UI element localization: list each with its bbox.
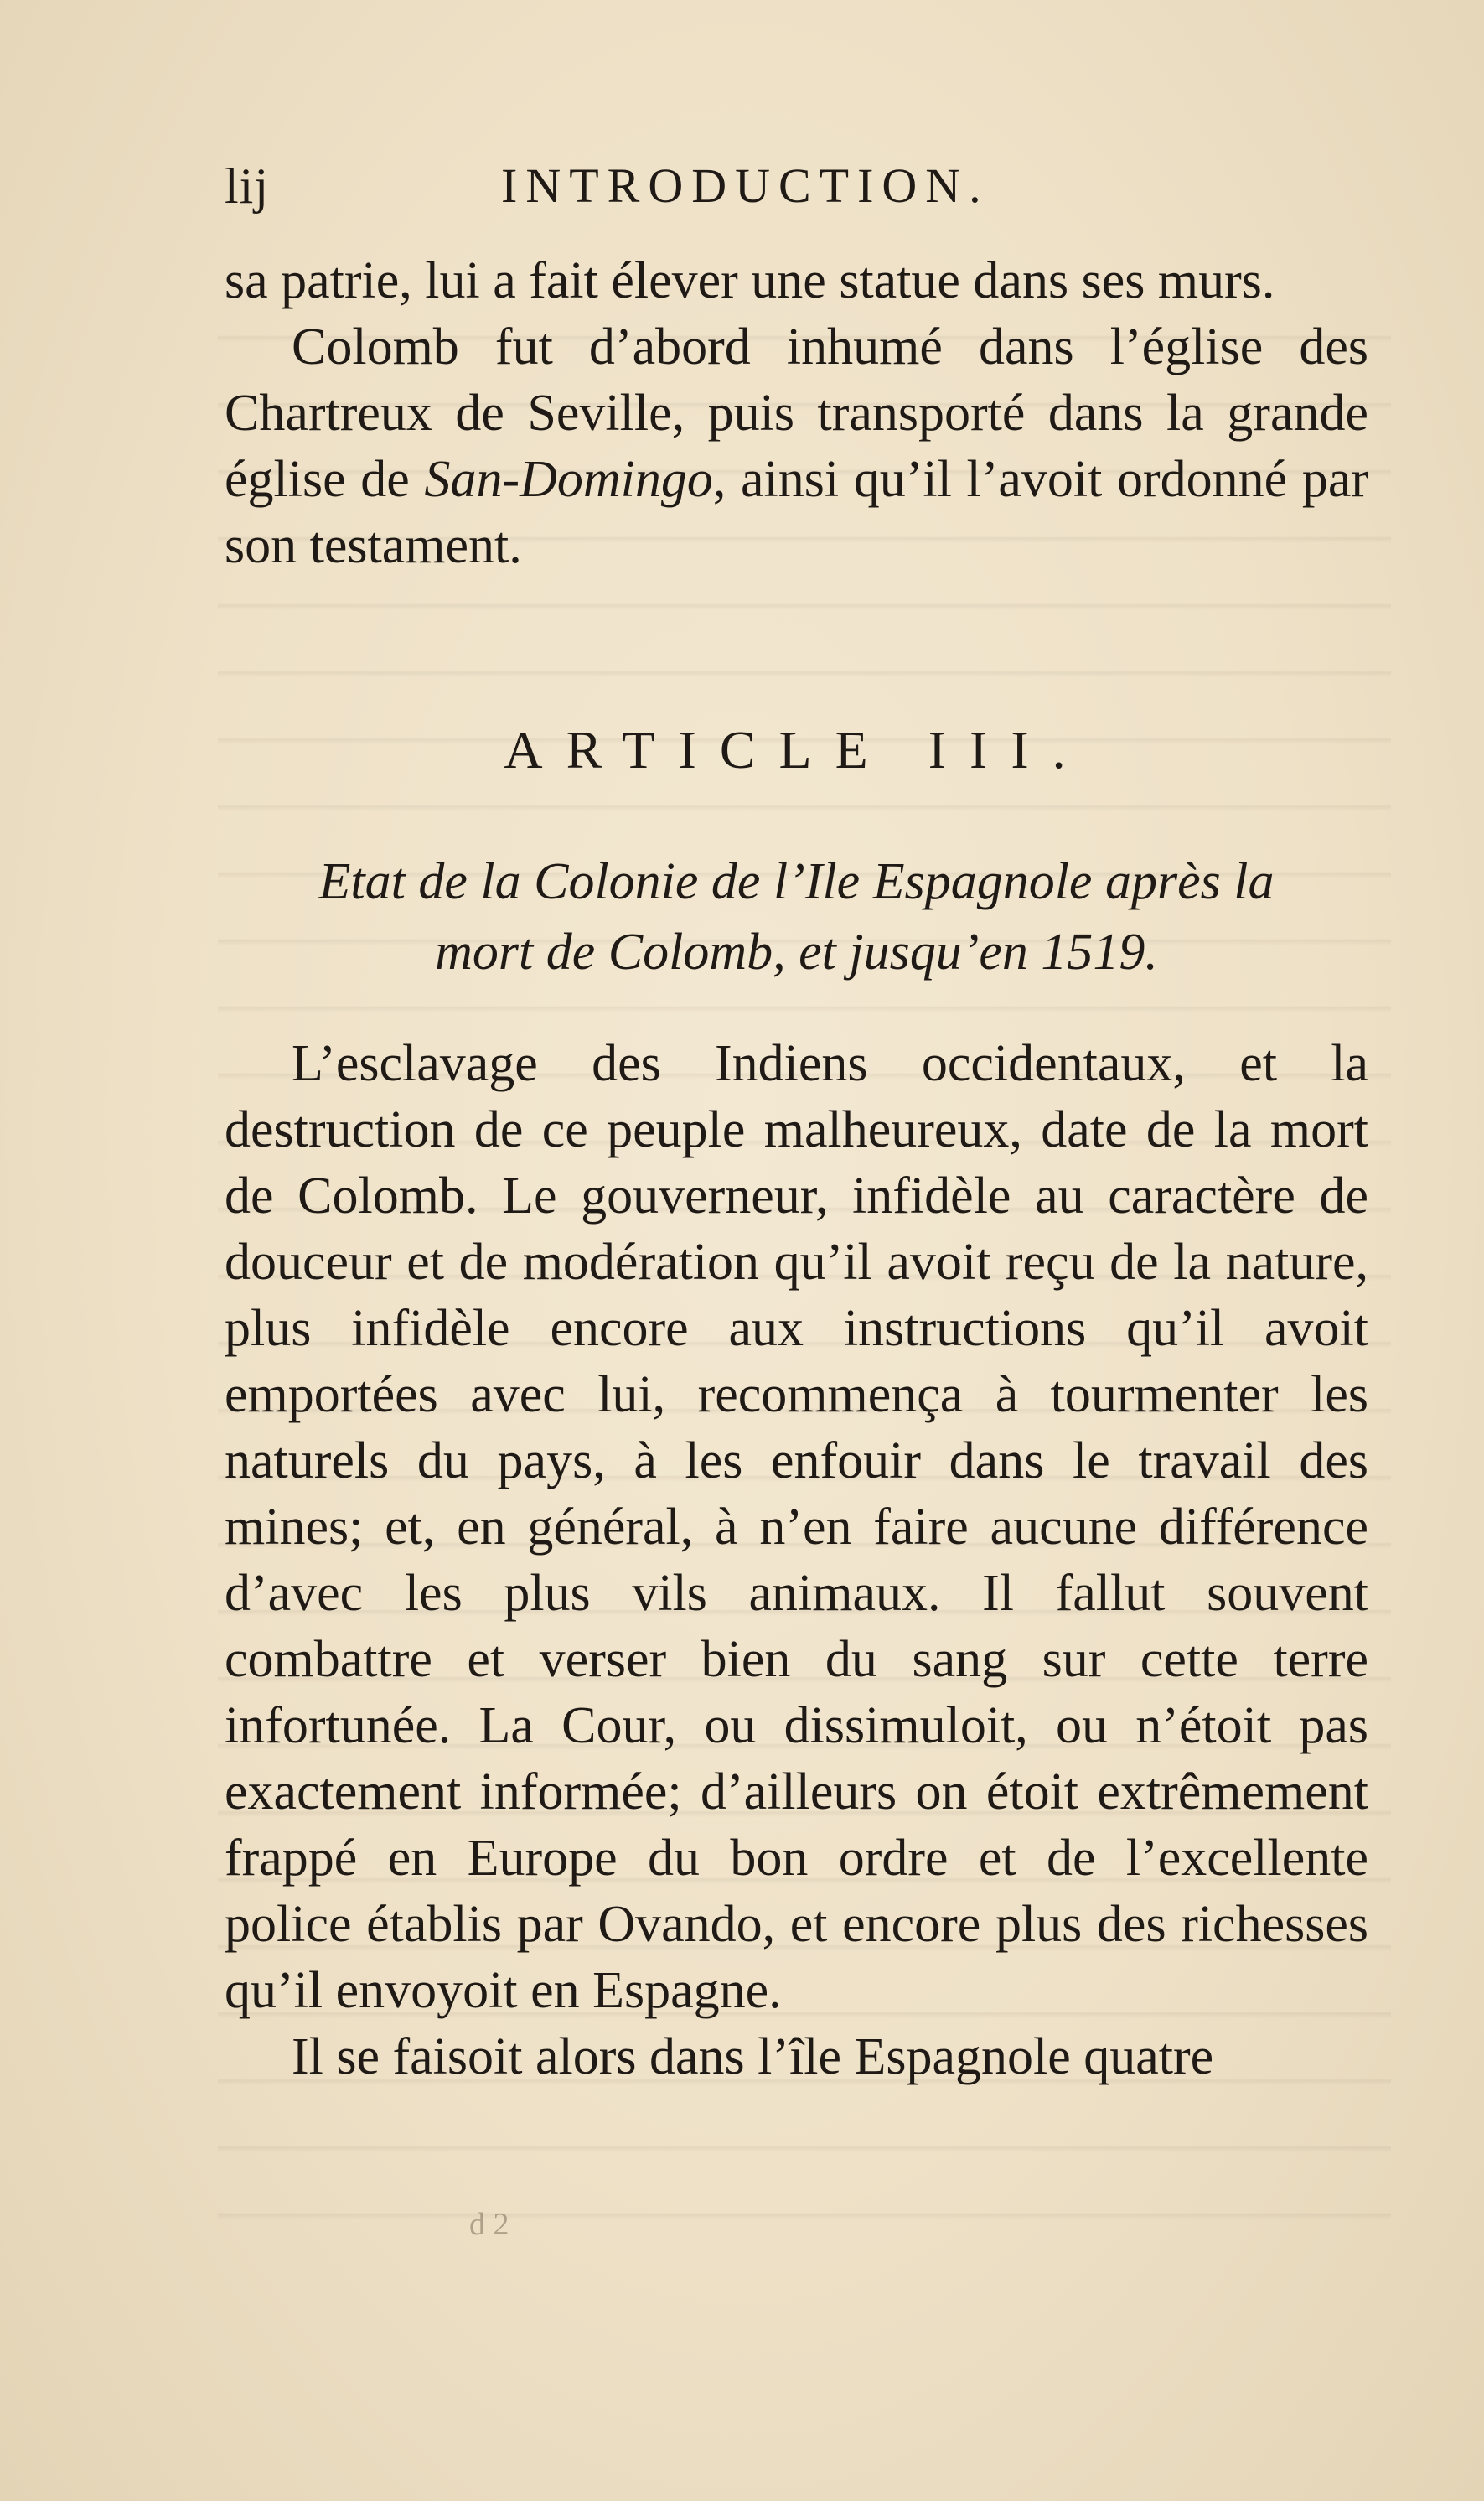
- article-subtitle-line-1: Etat de la Colonie de l’Ile Espagnole après la: [318, 853, 1275, 910]
- article-subtitle: [225, 847, 1368, 987]
- paragraph-closing: Il se faisoit alors dans l’île Espagnole quatre: [292, 2028, 1214, 2085]
- article-subtitle-line-2: mort de Colomb, et jusqu’en 1519.: [435, 924, 1158, 981]
- place-name-italic: San-Domingo: [424, 451, 713, 508]
- paragraph-burial-text-2: , ainsi qu’il l’avoit ordonné par son testament.: [225, 451, 1369, 574]
- paragraph-burial-text-1: Colomb fut d’abord inhumé dans l’église des Chartreux de Seville, puis transporté dans la grande église de: [225, 318, 1368, 508]
- running-head: INTRODUCTION.: [501, 158, 990, 213]
- paragraph-slavery: L’esclavage des Indiens occidentaux, et la destruction de ce peuple malheureux, date de la mort de Colomb. Le gouverneur, infidèle au caractère de douceur et de modération qu’il avoit reçu de la nature, plus infidèle encore aux instructions qu’il avoit emportées avec lui, recommença à tourmenter les naturels du pays, à les enfouir dans le travail des mines; et, en général, à n’en faire aucune différence d’avec les plus vils animaux. Il fallut souvent combattre et verser bien du sang sur cette terre infortunée. La Cour, ou dissimuloit, ou n’étoit pas exactement informée; d’ailleurs on étoit extrêmement frappé en Europe du bon ordre et de l’excellente police établis par Ovando, et encore plus des richesses qu’il envoyoit en Espagne.: [225, 1035, 1368, 2019]
- page-header: [225, 158, 1368, 225]
- article-heading: ARTICLE III.: [504, 720, 1089, 779]
- paragraph-continuation: sa patrie, lui a fait élever une statue dans ses murs.: [225, 252, 1275, 309]
- signature-mark: d 2: [469, 2207, 509, 2242]
- text-block-bottom: [225, 1031, 1368, 2090]
- page-number: lij: [225, 158, 270, 214]
- text-block-top: [225, 248, 1368, 579]
- paragraph-burial: [225, 314, 1368, 579]
